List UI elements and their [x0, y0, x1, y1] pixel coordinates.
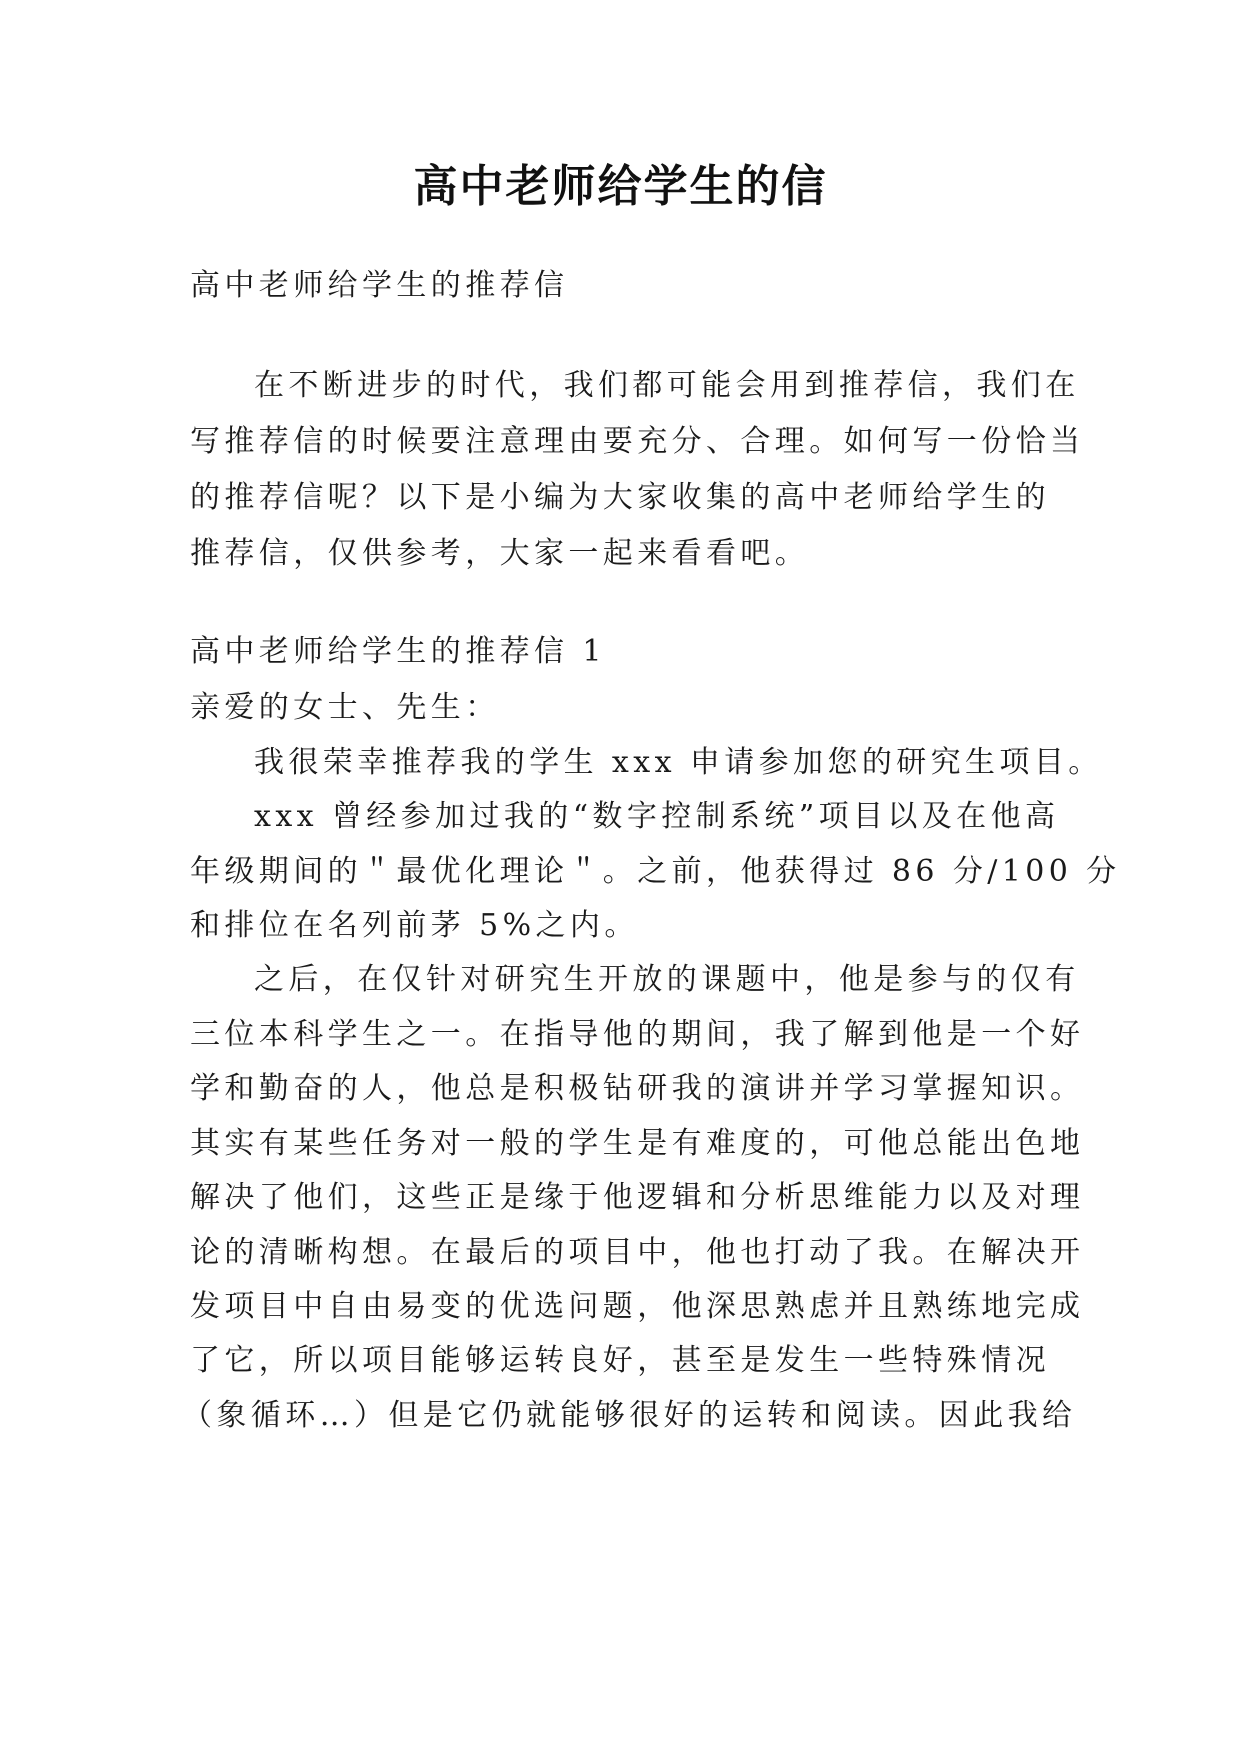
- body-line: 论的清晰构想。在最后的项目中，他也打动了我。在解决开: [190, 1235, 1085, 1270]
- body-line: 了它，所以项目能够运转良好，甚至是发生一些特殊情况: [190, 1343, 1050, 1378]
- body-line: 三位本科学生之一。在指导他的期间，我了解到他是一个好: [190, 1017, 1085, 1052]
- letter-heading: 高中老师给学生的推荐信 1: [190, 634, 606, 669]
- body-line: xxx 曾经参加过我的“数字控制系统”项目以及在他高: [254, 799, 1060, 834]
- document-title: 高中老师给学生的信: [413, 161, 828, 212]
- intro-line: 在不断进步的时代，我们都可能会用到推荐信，我们在: [254, 368, 1080, 403]
- intro-line: 推荐信，仅供参考，大家一起来看看吧。: [190, 536, 810, 571]
- salutation: 亲爱的女士、先生：: [190, 690, 500, 725]
- body-line: 我很荣幸推荐我的学生 xxx 申请参加您的研究生项目。: [254, 745, 1103, 780]
- body-line: 发项目中自由易变的优选问题，他深思熟虑并且熟练地完成: [190, 1289, 1085, 1324]
- intro-line: 写推荐信的时候要注意理由要充分、合理。如何写一份恰当: [190, 424, 1085, 459]
- subtitle: 高中老师给学生的推荐信: [190, 268, 569, 303]
- body-line: 学和勤奋的人，他总是积极钻研我的演讲并学习掌握知识。: [190, 1071, 1085, 1106]
- body-line: 年级期间的＂最优化理论＂。之前，他获得过 86 分/100 分: [190, 854, 1121, 889]
- body-line: 和排位在名列前茅 5%之内。: [190, 908, 639, 943]
- body-line: （象循环…）但是它仍就能够很好的运转和阅读。因此我给: [182, 1398, 1077, 1433]
- body-line: 其实有某些任务对一般的学生是有难度的，可他总能出色地: [190, 1126, 1085, 1161]
- body-line: 之后，在仅针对研究生开放的课题中，他是参与的仅有: [254, 962, 1080, 997]
- body-line: 解决了他们，这些正是缘于他逻辑和分析思维能力以及对理: [190, 1180, 1085, 1215]
- intro-line: 的推荐信呢？以下是小编为大家收集的高中老师给学生的: [190, 480, 1050, 515]
